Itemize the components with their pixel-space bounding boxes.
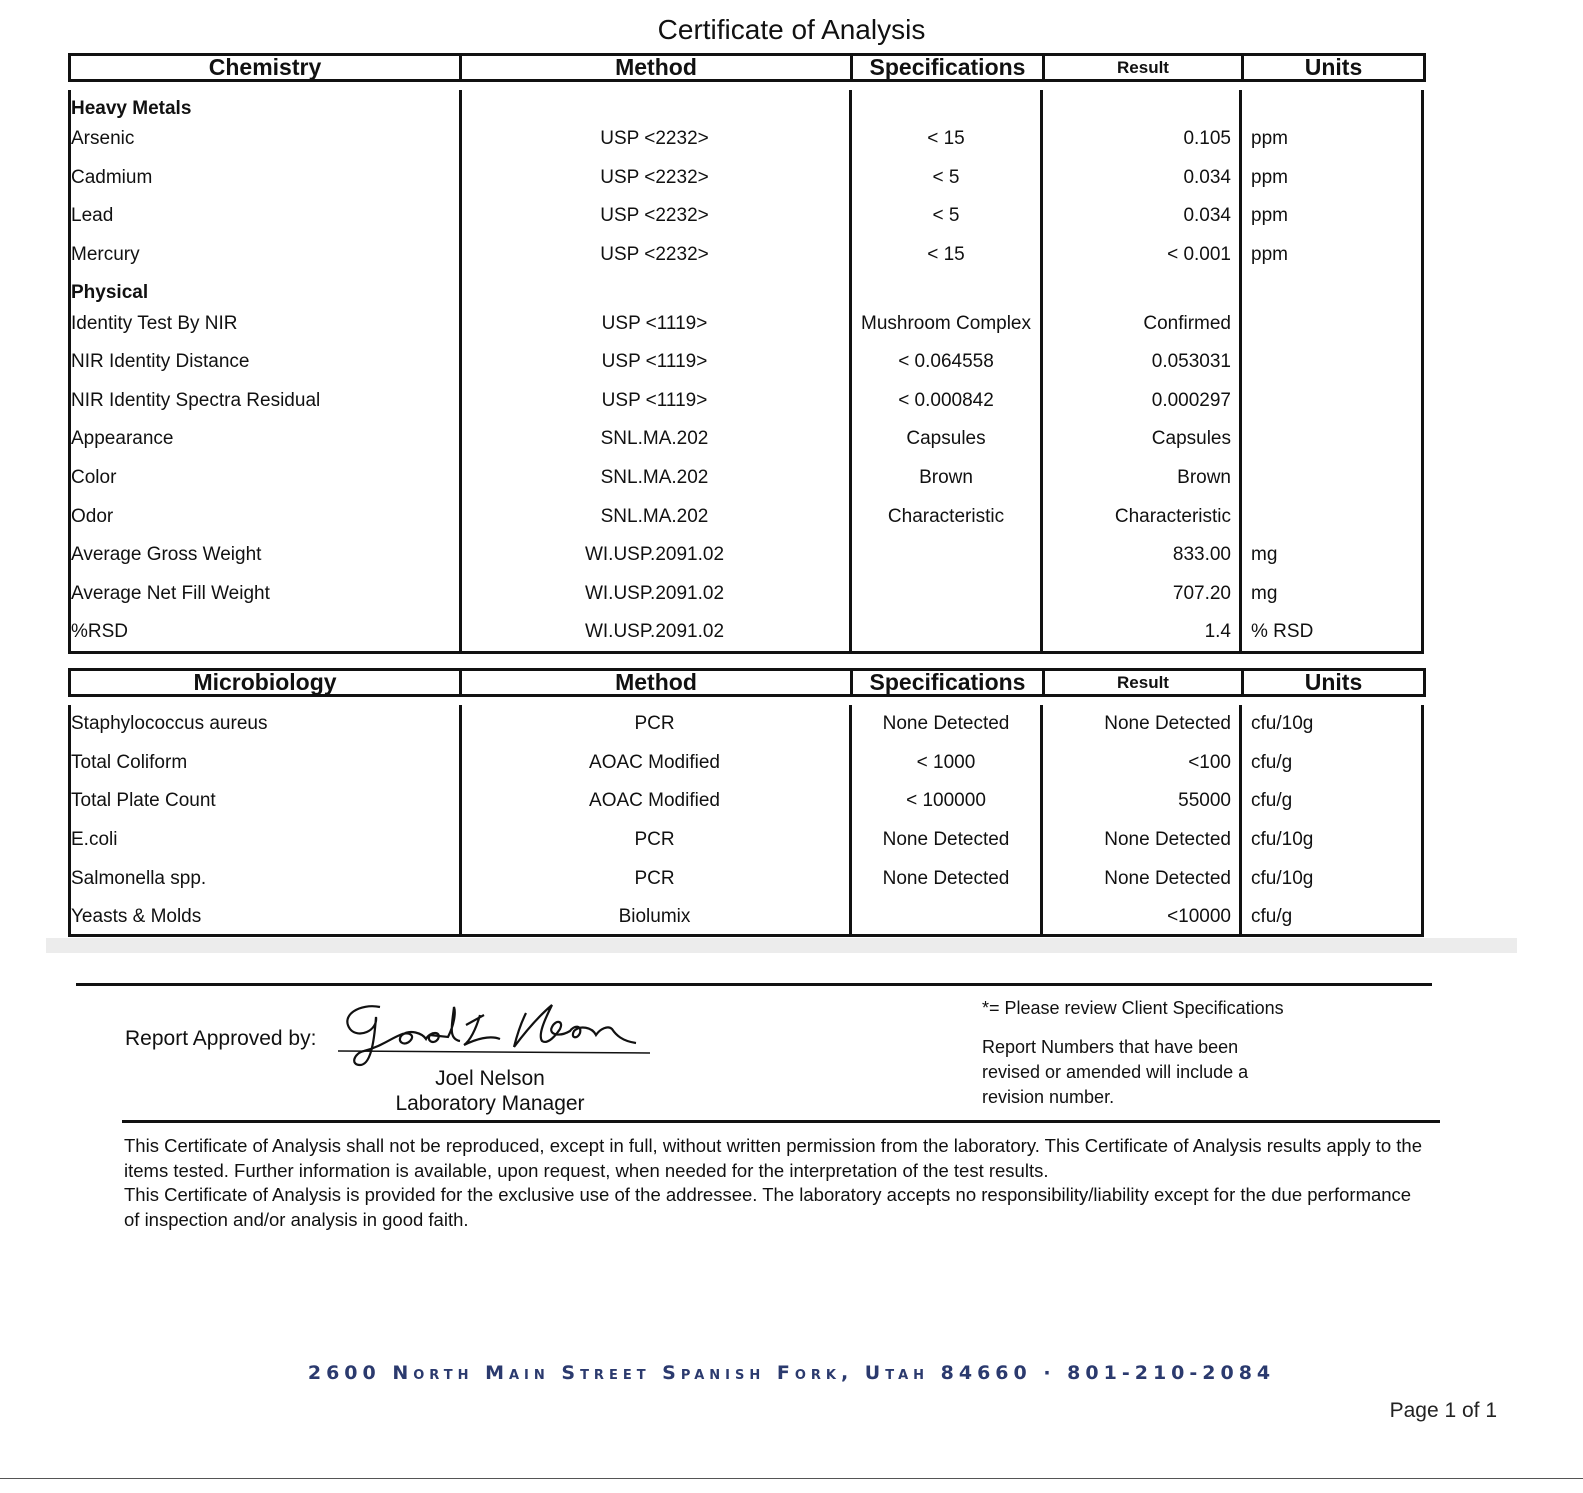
method-cell: USP <2232> bbox=[600, 244, 709, 266]
test-name-cell: Cadmium bbox=[71, 166, 153, 188]
table-row bbox=[71, 744, 1421, 783]
specification-cell: < 15 bbox=[927, 244, 965, 266]
result-cell: Characteristic bbox=[1114, 505, 1231, 527]
result-cell: 1.4 bbox=[1204, 621, 1231, 643]
specification-cell: Brown bbox=[919, 467, 973, 489]
method-cell: AOAC Modified bbox=[589, 790, 720, 812]
test-name-cell: NIR Identity Spectra Residual bbox=[71, 389, 321, 411]
chemistry-table-body bbox=[68, 90, 1424, 654]
result-cell: 55000 bbox=[1178, 790, 1231, 812]
method-cell: SNL.MA.202 bbox=[600, 428, 709, 450]
table-row bbox=[71, 343, 1421, 382]
test-name-cell: NIR Identity Distance bbox=[71, 351, 250, 373]
test-name-cell: Staphylococcus aureus bbox=[71, 713, 268, 735]
method-cell: PCR bbox=[634, 867, 675, 889]
header-specifications: Specifications bbox=[853, 671, 1045, 694]
approver-block bbox=[380, 1066, 600, 1116]
page-separator-band bbox=[46, 938, 1517, 953]
units-cell: ppm bbox=[1251, 128, 1288, 150]
test-name-cell: Arsenic bbox=[71, 128, 135, 150]
result-cell: < 0.001 bbox=[1167, 244, 1231, 266]
method-cell: PCR bbox=[634, 829, 675, 851]
client-spec-note: *= Please review Client Specifications bbox=[982, 998, 1284, 1018]
table-row bbox=[71, 197, 1421, 236]
table-row bbox=[71, 575, 1421, 614]
header-specifications: Specifications bbox=[853, 56, 1045, 79]
revision-note: Report Numbers that have been revised or amended will include a revision number. bbox=[982, 1037, 1249, 1107]
header-chemistry: Chemistry bbox=[71, 56, 462, 79]
test-name-cell: Identity Test By NIR bbox=[71, 312, 238, 334]
result-cell: Confirmed bbox=[1143, 312, 1231, 334]
test-name-cell: Color bbox=[71, 467, 117, 489]
page-bottom-edge bbox=[0, 1478, 1583, 1479]
result-cell: <10000 bbox=[1167, 906, 1231, 928]
microbiology-table-body bbox=[68, 705, 1424, 937]
result-cell: Capsules bbox=[1151, 428, 1231, 450]
section-title: Heavy Metals bbox=[71, 98, 192, 119]
table-row bbox=[71, 705, 1421, 744]
footer-address: 2600 North Main Street Spanish Fork, Utah 84660 · 801-210-2084 bbox=[307, 1362, 1276, 1384]
units-cell: mg bbox=[1251, 544, 1278, 566]
specification-cell: < 5 bbox=[932, 166, 960, 188]
disclaimer bbox=[124, 1134, 1424, 1232]
method-cell: USP <2232> bbox=[600, 128, 709, 150]
test-name-cell: Mercury bbox=[71, 244, 140, 266]
units-cell: % RSD bbox=[1251, 621, 1314, 643]
specification-cell: Capsules bbox=[906, 428, 986, 450]
specification-cell: None Detected bbox=[882, 867, 1010, 889]
units-cell: cfu/10g bbox=[1251, 713, 1314, 735]
test-name-cell: E.coli bbox=[71, 829, 118, 851]
test-name-cell: Salmonella spp. bbox=[71, 867, 207, 889]
table-row bbox=[71, 236, 1421, 275]
units-cell: ppm bbox=[1251, 166, 1288, 188]
signature-image bbox=[330, 995, 660, 1075]
test-name-cell: Average Gross Weight bbox=[71, 544, 262, 566]
microbiology-table bbox=[68, 668, 1426, 937]
specification-cell: < 0.064558 bbox=[898, 351, 994, 373]
specification-cell: < 15 bbox=[927, 128, 965, 150]
approver-name: Joel Nelson bbox=[435, 1067, 545, 1090]
test-name-cell: Yeasts & Molds bbox=[71, 906, 202, 928]
units-cell: ppm bbox=[1251, 244, 1288, 266]
result-cell: 833.00 bbox=[1172, 544, 1231, 566]
method-cell: AOAC Modified bbox=[589, 751, 720, 773]
result-cell: 0.105 bbox=[1183, 128, 1231, 150]
disclaimer-paragraph-2: This Certificate of Analysis is provided for the exclusive use of the addressee. The laboratory accepts no responsibility/liability except for the due performance of inspection and/or analysis in good faith. bbox=[124, 1184, 1412, 1230]
document-title: Certificate of Analysis bbox=[657, 14, 926, 45]
disclaimer-paragraph-1: This Certificate of Analysis shall not be reproduced, except in full, without written permission from the laboratory. This Certificate of Analysis results apply to the items tested. Further information is available, upon request, when needed for the interpretation of the test results. bbox=[124, 1135, 1422, 1181]
specification-cell: < 100000 bbox=[906, 790, 986, 812]
method-cell: Biolumix bbox=[618, 906, 691, 928]
method-cell: USP <1119> bbox=[601, 351, 708, 373]
method-cell: WI.USP.2091.02 bbox=[584, 582, 725, 604]
section-row bbox=[71, 90, 1421, 120]
section-row bbox=[71, 274, 1421, 304]
specification-cell: None Detected bbox=[882, 713, 1010, 735]
header-result: Result bbox=[1045, 56, 1244, 79]
method-cell: WI.USP.2091.02 bbox=[584, 544, 725, 566]
notes-block bbox=[982, 996, 1402, 1110]
units-cell: cfu/10g bbox=[1251, 867, 1314, 889]
table-row bbox=[71, 382, 1421, 421]
specification-cell: < 5 bbox=[932, 205, 960, 227]
table-row bbox=[71, 613, 1421, 652]
result-cell: <100 bbox=[1188, 751, 1231, 773]
test-name-cell: Appearance bbox=[71, 428, 174, 450]
result-cell: None Detected bbox=[1104, 867, 1231, 889]
result-cell: 0.034 bbox=[1183, 205, 1231, 227]
units-cell: mg bbox=[1251, 582, 1278, 604]
test-name-cell: Lead bbox=[71, 205, 114, 227]
method-cell: USP <2232> bbox=[600, 166, 709, 188]
result-cell: 707.20 bbox=[1172, 582, 1231, 604]
test-name-cell: Total Plate Count bbox=[71, 790, 216, 812]
approval-label: Report Approved by: bbox=[125, 1027, 317, 1050]
specification-cell: None Detected bbox=[882, 829, 1010, 851]
table-row bbox=[71, 120, 1421, 159]
method-cell: USP <1119> bbox=[601, 389, 708, 411]
table-row bbox=[71, 898, 1421, 937]
table-row bbox=[71, 859, 1421, 898]
result-cell: None Detected bbox=[1104, 713, 1231, 735]
table-row bbox=[71, 821, 1421, 860]
test-name-cell: %RSD bbox=[71, 621, 129, 643]
result-cell: Brown bbox=[1177, 467, 1231, 489]
header-method: Method bbox=[462, 671, 853, 694]
specification-cell: < 0.000842 bbox=[898, 389, 994, 411]
units-cell: cfu/g bbox=[1251, 906, 1293, 928]
header-microbiology: Microbiology bbox=[71, 671, 462, 694]
method-cell: PCR bbox=[634, 713, 675, 735]
units-cell: cfu/g bbox=[1251, 790, 1293, 812]
table-row bbox=[71, 420, 1421, 459]
chemistry-table bbox=[68, 53, 1426, 654]
chemistry-header-row bbox=[68, 53, 1426, 82]
microbiology-header-row bbox=[68, 668, 1426, 697]
specification-cell: < 1000 bbox=[916, 751, 976, 773]
table-row bbox=[71, 497, 1421, 536]
header-method: Method bbox=[462, 56, 853, 79]
specification-cell: Mushroom Complex bbox=[861, 312, 1031, 334]
method-cell: SNL.MA.202 bbox=[600, 505, 709, 527]
result-cell: 0.034 bbox=[1183, 166, 1231, 188]
divider-line bbox=[76, 983, 1432, 986]
page-number: Page 1 of 1 bbox=[1389, 1399, 1497, 1422]
units-cell: cfu/g bbox=[1251, 751, 1293, 773]
table-row bbox=[71, 459, 1421, 498]
method-cell: SNL.MA.202 bbox=[600, 467, 709, 489]
units-cell: ppm bbox=[1251, 205, 1288, 227]
test-name-cell: Total Coliform bbox=[71, 751, 188, 773]
result-cell: None Detected bbox=[1104, 829, 1231, 851]
method-cell: WI.USP.2091.02 bbox=[584, 621, 725, 643]
test-name-cell: Odor bbox=[71, 505, 114, 527]
specification-cell: Characteristic bbox=[887, 505, 1005, 527]
table-row bbox=[71, 536, 1421, 575]
method-cell: USP <1119> bbox=[601, 312, 708, 334]
header-units: Units bbox=[1304, 669, 1363, 695]
approver-role: Laboratory Manager bbox=[395, 1092, 585, 1115]
result-cell: 0.053031 bbox=[1151, 351, 1231, 373]
header-units: Units bbox=[1304, 54, 1363, 80]
divider-line bbox=[122, 1120, 1440, 1123]
table-row bbox=[71, 782, 1421, 821]
table-row bbox=[71, 159, 1421, 198]
units-cell: cfu/10g bbox=[1251, 829, 1314, 851]
result-cell: 0.000297 bbox=[1151, 389, 1231, 411]
header-result: Result bbox=[1045, 671, 1244, 694]
section-title: Physical bbox=[71, 282, 149, 304]
test-name-cell: Average Net Fill Weight bbox=[71, 582, 270, 604]
method-cell: USP <2232> bbox=[600, 205, 709, 227]
table-row bbox=[71, 304, 1421, 343]
